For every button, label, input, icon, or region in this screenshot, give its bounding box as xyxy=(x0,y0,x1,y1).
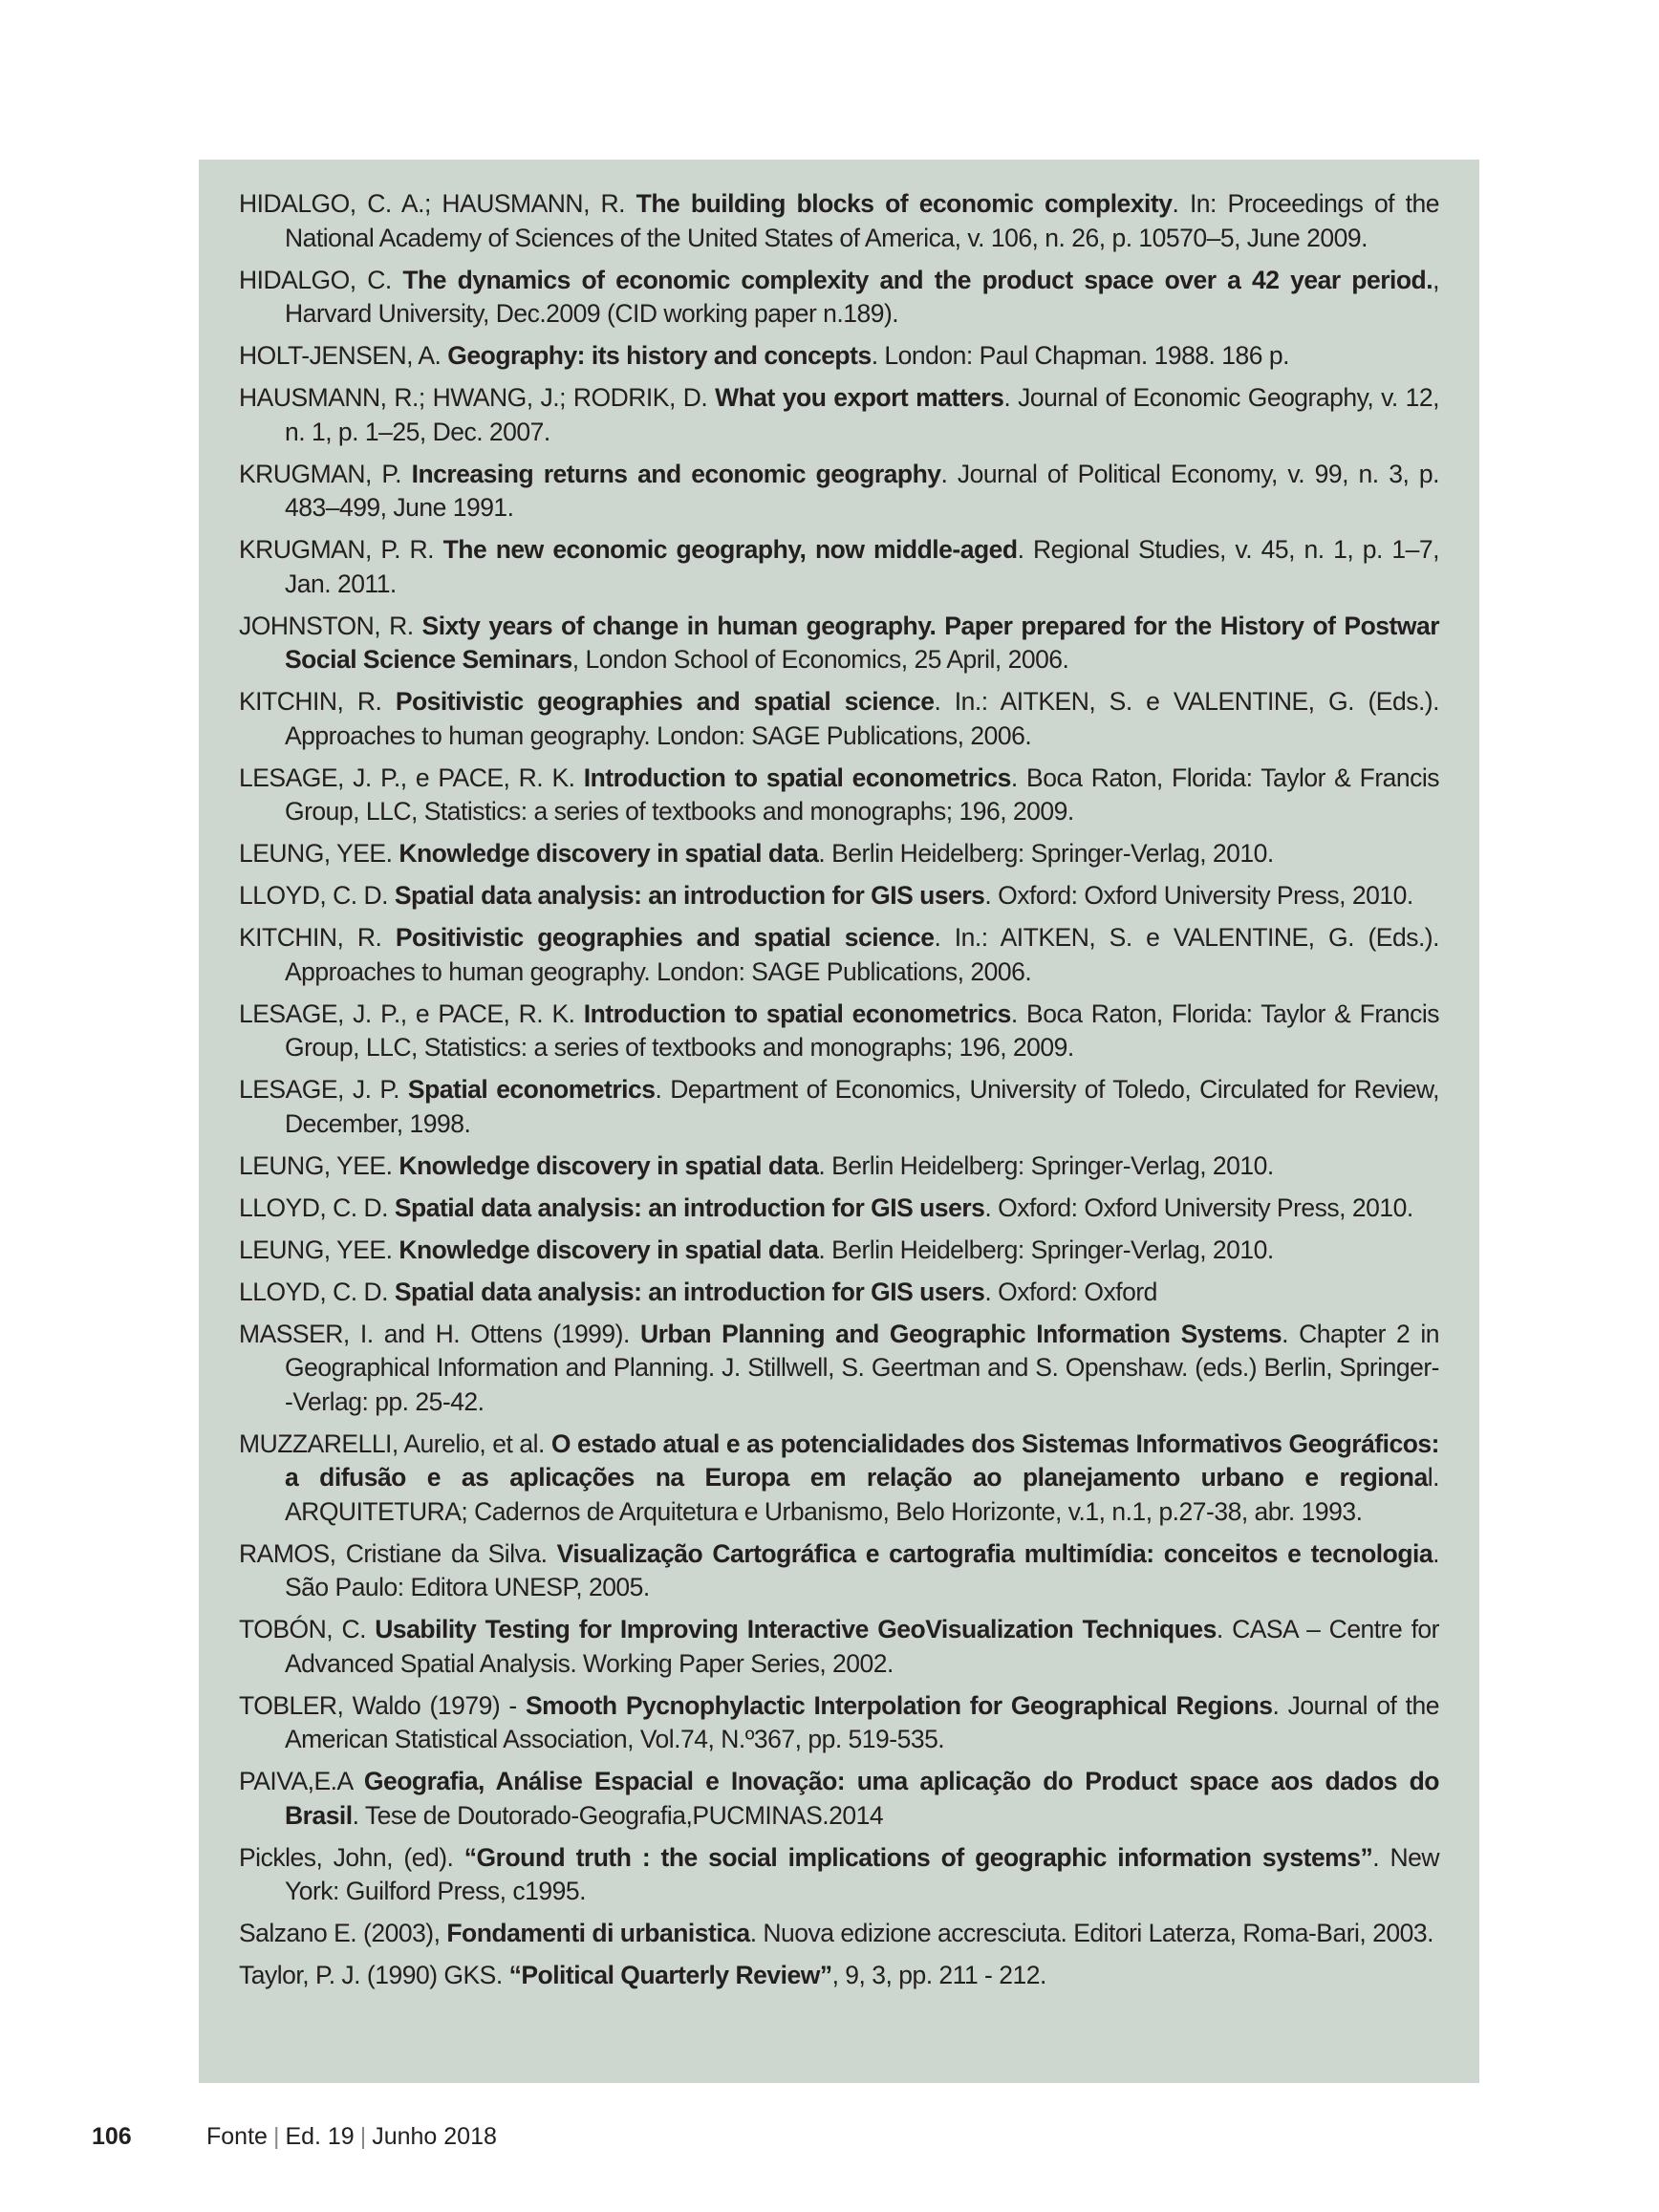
reference-entry: Salzano E. (2003), Fondamenti di urbanistica. Nuova edizione accresciuta. Editori Laterza, Roma-Bari, 2003. xyxy=(239,1919,1433,1947)
reference-entry: LEUNG, YEE. Knowledge discovery in spatial data. Berlin Heidelberg: Springer-Verlag, 2010. xyxy=(239,1150,1274,1180)
reference-entry: HAUSMANN, R.; HWANG, J.; RODRIK, D. What you export matters. Journal of Economic Geography, v. 12, n. 1, p. 1–25, Dec. 2007. xyxy=(239,383,1439,446)
reference-entry: LLOYD, C. D. Spatial data analysis: an introduction for GIS users. Oxford: Oxford xyxy=(239,1277,1157,1306)
reference-entry: LLOYD, C. D. Spatial data analysis: an introduction for GIS users. Oxford: Oxford University Press, 2010. xyxy=(239,1192,1413,1222)
reference-entry: JOHNSTON, R. Sixty years of change in human geography. Paper prepared for the History of Postwar Social Science Seminars, London School of Economics, 25 April, 2006. xyxy=(239,611,1440,674)
reference-entry: MASSER, I. and H. Ottens (1999). Urban Planning and Geographic Information Systems. Chapter 2 in Geographical Information and Planning. J. Stillwell, S. Geertman and S. Openshaw. (eds.) Berlin, Springer--Verlag: pp. 25-42. xyxy=(239,1319,1440,1416)
reference-entry: LLOYD, C. D. Spatial data analysis: an introduction for GIS users. Oxford: Oxford University Press, 2010. xyxy=(239,881,1413,910)
reference-entry: LEUNG, YEE. Knowledge discovery in spatial data. Berlin Heidelberg: Springer-Verlag, 2010. xyxy=(239,839,1274,868)
reference-entry: LEUNG, YEE. Knowledge discovery in spatial data. Berlin Heidelberg: Springer-Verlag, 2010. xyxy=(239,1235,1274,1264)
reference-entry: Pickles, John, (ed). “Ground truth : the social implications of geographic information systems”. New York: Guilford Press, c1995. xyxy=(239,1842,1439,1905)
edition-number: Ed. 19 xyxy=(285,2123,355,2150)
page-footer xyxy=(0,2123,1659,2161)
reference-entry: MUZZARELLI, Aurelio, et al. O estado atual e as potencialidades dos Sistemas Informativos Geográficos: a difusão e as aplicações na Europa em relação ao planejamento urbano e regional. ARQUITETURA; Cadernos de Arquitetura e Urbanismo, Belo Horizonte, v.1, n.1, p.27-38, abr. 1993. xyxy=(239,1428,1439,1526)
page-number: 106 xyxy=(92,2123,132,2150)
reference-entry: PAIVA,E.A Geografia, Análise Espacial e Inovação: uma aplicação do Product space aos dados do Brasil. Tese de Doutorado-Geografia,PUCMINAS.2014 xyxy=(239,1767,1439,1830)
reference-entry: TOBÓN, C. Usability Testing for Improving Interactive GeoVisualization Techniques. CASA – Centre for Advanced Spatial Analysis. Working Paper Series, 2002. xyxy=(239,1615,1439,1678)
reference-entry: HIDALGO, C. The dynamics of economic complexity and the product space over a 42 year period., Harvard University, Dec.2009 (CID working paper n.189). xyxy=(239,265,1439,328)
footer-separator: | xyxy=(359,2123,367,2150)
footer-separator: | xyxy=(272,2123,280,2150)
reference-entry: LESAGE, J. P. Spatial econometrics. Department of Economics, University of Toledo, Circulated for Review, December, 1998. xyxy=(239,1075,1439,1138)
footer-publication-info xyxy=(206,2123,497,2151)
reference-entry: LESAGE, J. P., e PACE, R. K. Introduction to spatial econometrics. Boca Raton, Florida: Taylor & Francis Group, LLC, Statistics: a series of textbooks and monographs; 196, 2009. xyxy=(239,999,1440,1062)
reference-entry: HOLT-JENSEN, A. Geography: its history and concepts. London: Paul Chapman. 1988. 186 p. xyxy=(239,341,1289,370)
reference-entry: Taylor, P. J. (1990) GKS. “Political Quarterly Review”, 9, 3, pp. 211 - 212. xyxy=(239,1961,1046,1989)
reference-entry: TOBLER, Waldo (1979) - Smooth Pycnophylactic Interpolation for Geographical Regions. Journal of the American Statistical Association, Vol.74, N.º367, pp. 519-535. xyxy=(239,1690,1439,1753)
reference-entry: LESAGE, J. P., e PACE, R. K. Introduction to spatial econometrics. Boca Raton, Florida: Taylor & Francis Group, LLC, Statistics: a series of textbooks and monographs; 196, 2009. xyxy=(239,762,1440,826)
reference-entry: KITCHIN, R. Positivistic geographies and spatial science. In.: AITKEN, S. e VALENTINE, G. (Eds.). Approaches to human geography. London: SAGE Publications, 2006. xyxy=(239,687,1439,750)
reference-entry: RAMOS, Cristiane da Silva. Visualização Cartográfica e cartografia multimídia: conceitos e tecnologia. São Paulo: Editora UNESP, 2005. xyxy=(239,1538,1439,1601)
publication-name: Fonte xyxy=(206,2123,268,2150)
reference-entry: HIDALGO, C. A.; HAUSMANN, R. The building blocks of economic complexity. In: Proceedings of the National Academy of Sciences of the United States of America, v. 106, n. 26, p. 10570–5, June 2009. xyxy=(239,189,1439,252)
reference-entry: KRUGMAN, P. Increasing returns and economic geography. Journal of Political Economy, v. 99, n. 3, p. 483–499, June 1991. xyxy=(239,459,1439,522)
reference-entry: KITCHIN, R. Positivistic geographies and spatial science. In.: AITKEN, S. e VALENTINE, G. (Eds.). Approaches to human geography. London: SAGE Publications, 2006. xyxy=(239,923,1439,986)
publication-date: Junho 2018 xyxy=(372,2123,497,2150)
reference-list xyxy=(239,187,1439,2001)
reference-entry: KRUGMAN, P. R. The new economic geography, now middle-aged. Regional Studies, v. 45, n. 1, p. 1–7, Jan. 2011. xyxy=(239,535,1440,598)
